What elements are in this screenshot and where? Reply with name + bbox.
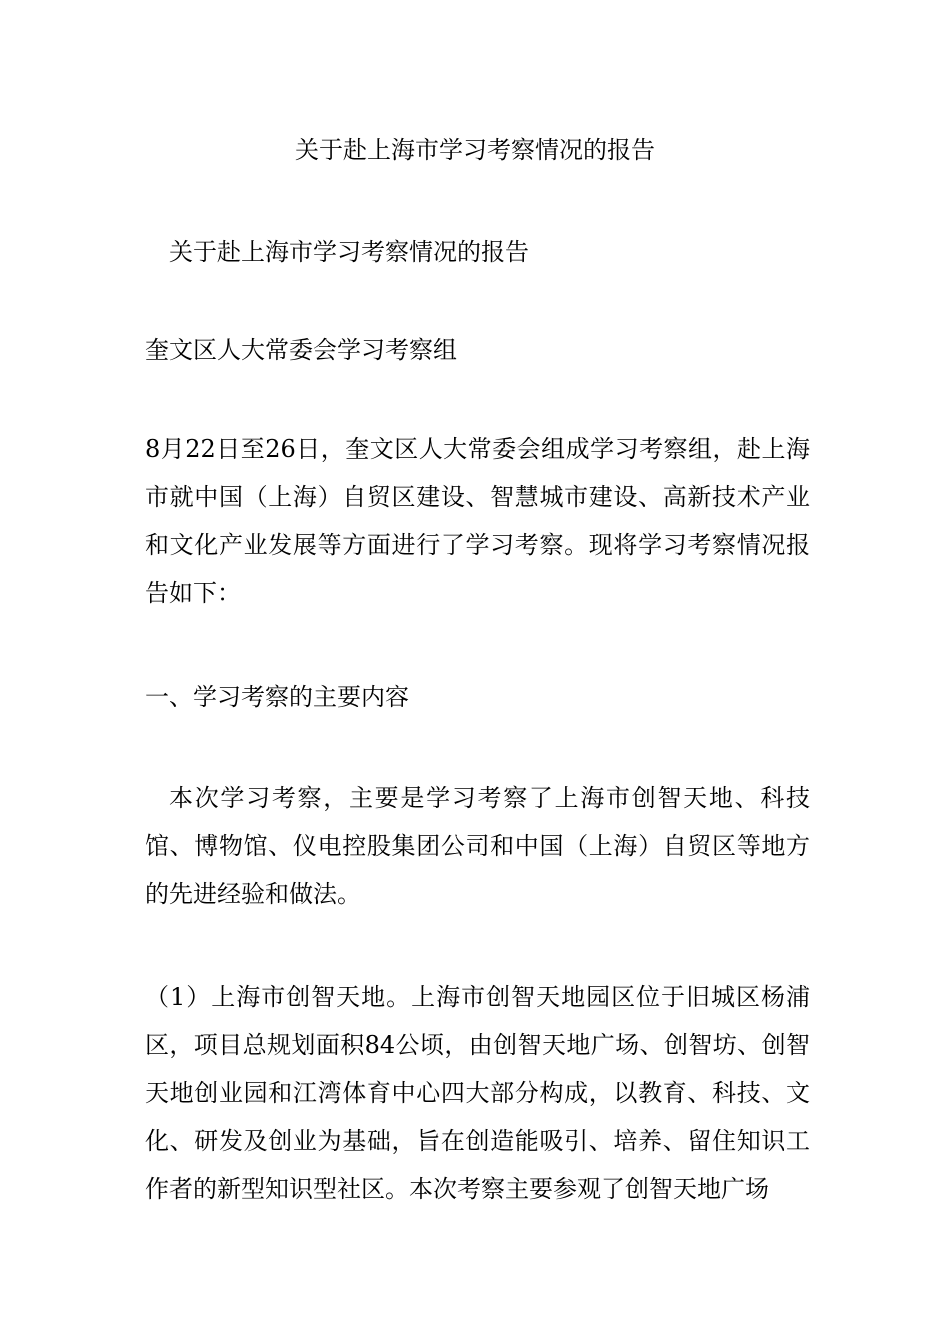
document-title: 关于赴上海市学习考察情况的报告: [295, 136, 655, 164]
section-1-paragraph: 本次学习考察，主要是学习考察了上海市创智天地、科技馆、博物馆、仪电控股集团公司和中国（上海）自贸区等地方的先进经验和做法。: [145, 784, 810, 908]
item-1-paragraph: （1）上海市创智天地。上海市创智天地园区位于旧城区杨浦区，项目总规划面积84公顷，由创智天地广场、创智坊、创智天地创业园和江湾体育中心四大部分构成，以教育、科技、文化、研发及创业为基础，旨在创造能吸引、培养、留住知识工作者的新型知识型社区。本次考察主要参观了创智天地广场: [145, 983, 810, 1203]
author-line: 奎文区人大常委会学习考察组: [145, 336, 457, 364]
section-1-heading: 一、学习考察的主要内容: [145, 683, 409, 711]
intro-paragraph: 8月22日至26日，奎文区人大常委会组成学习考察组，赴上海市就中国（上海）自贸区建设、智慧城市建设、高新技术产业和文化产业发展等方面进行了学习考察。现将学习考察情况报告如下：: [145, 435, 810, 607]
document-subtitle: 关于赴上海市学习考察情况的报告: [169, 238, 529, 266]
